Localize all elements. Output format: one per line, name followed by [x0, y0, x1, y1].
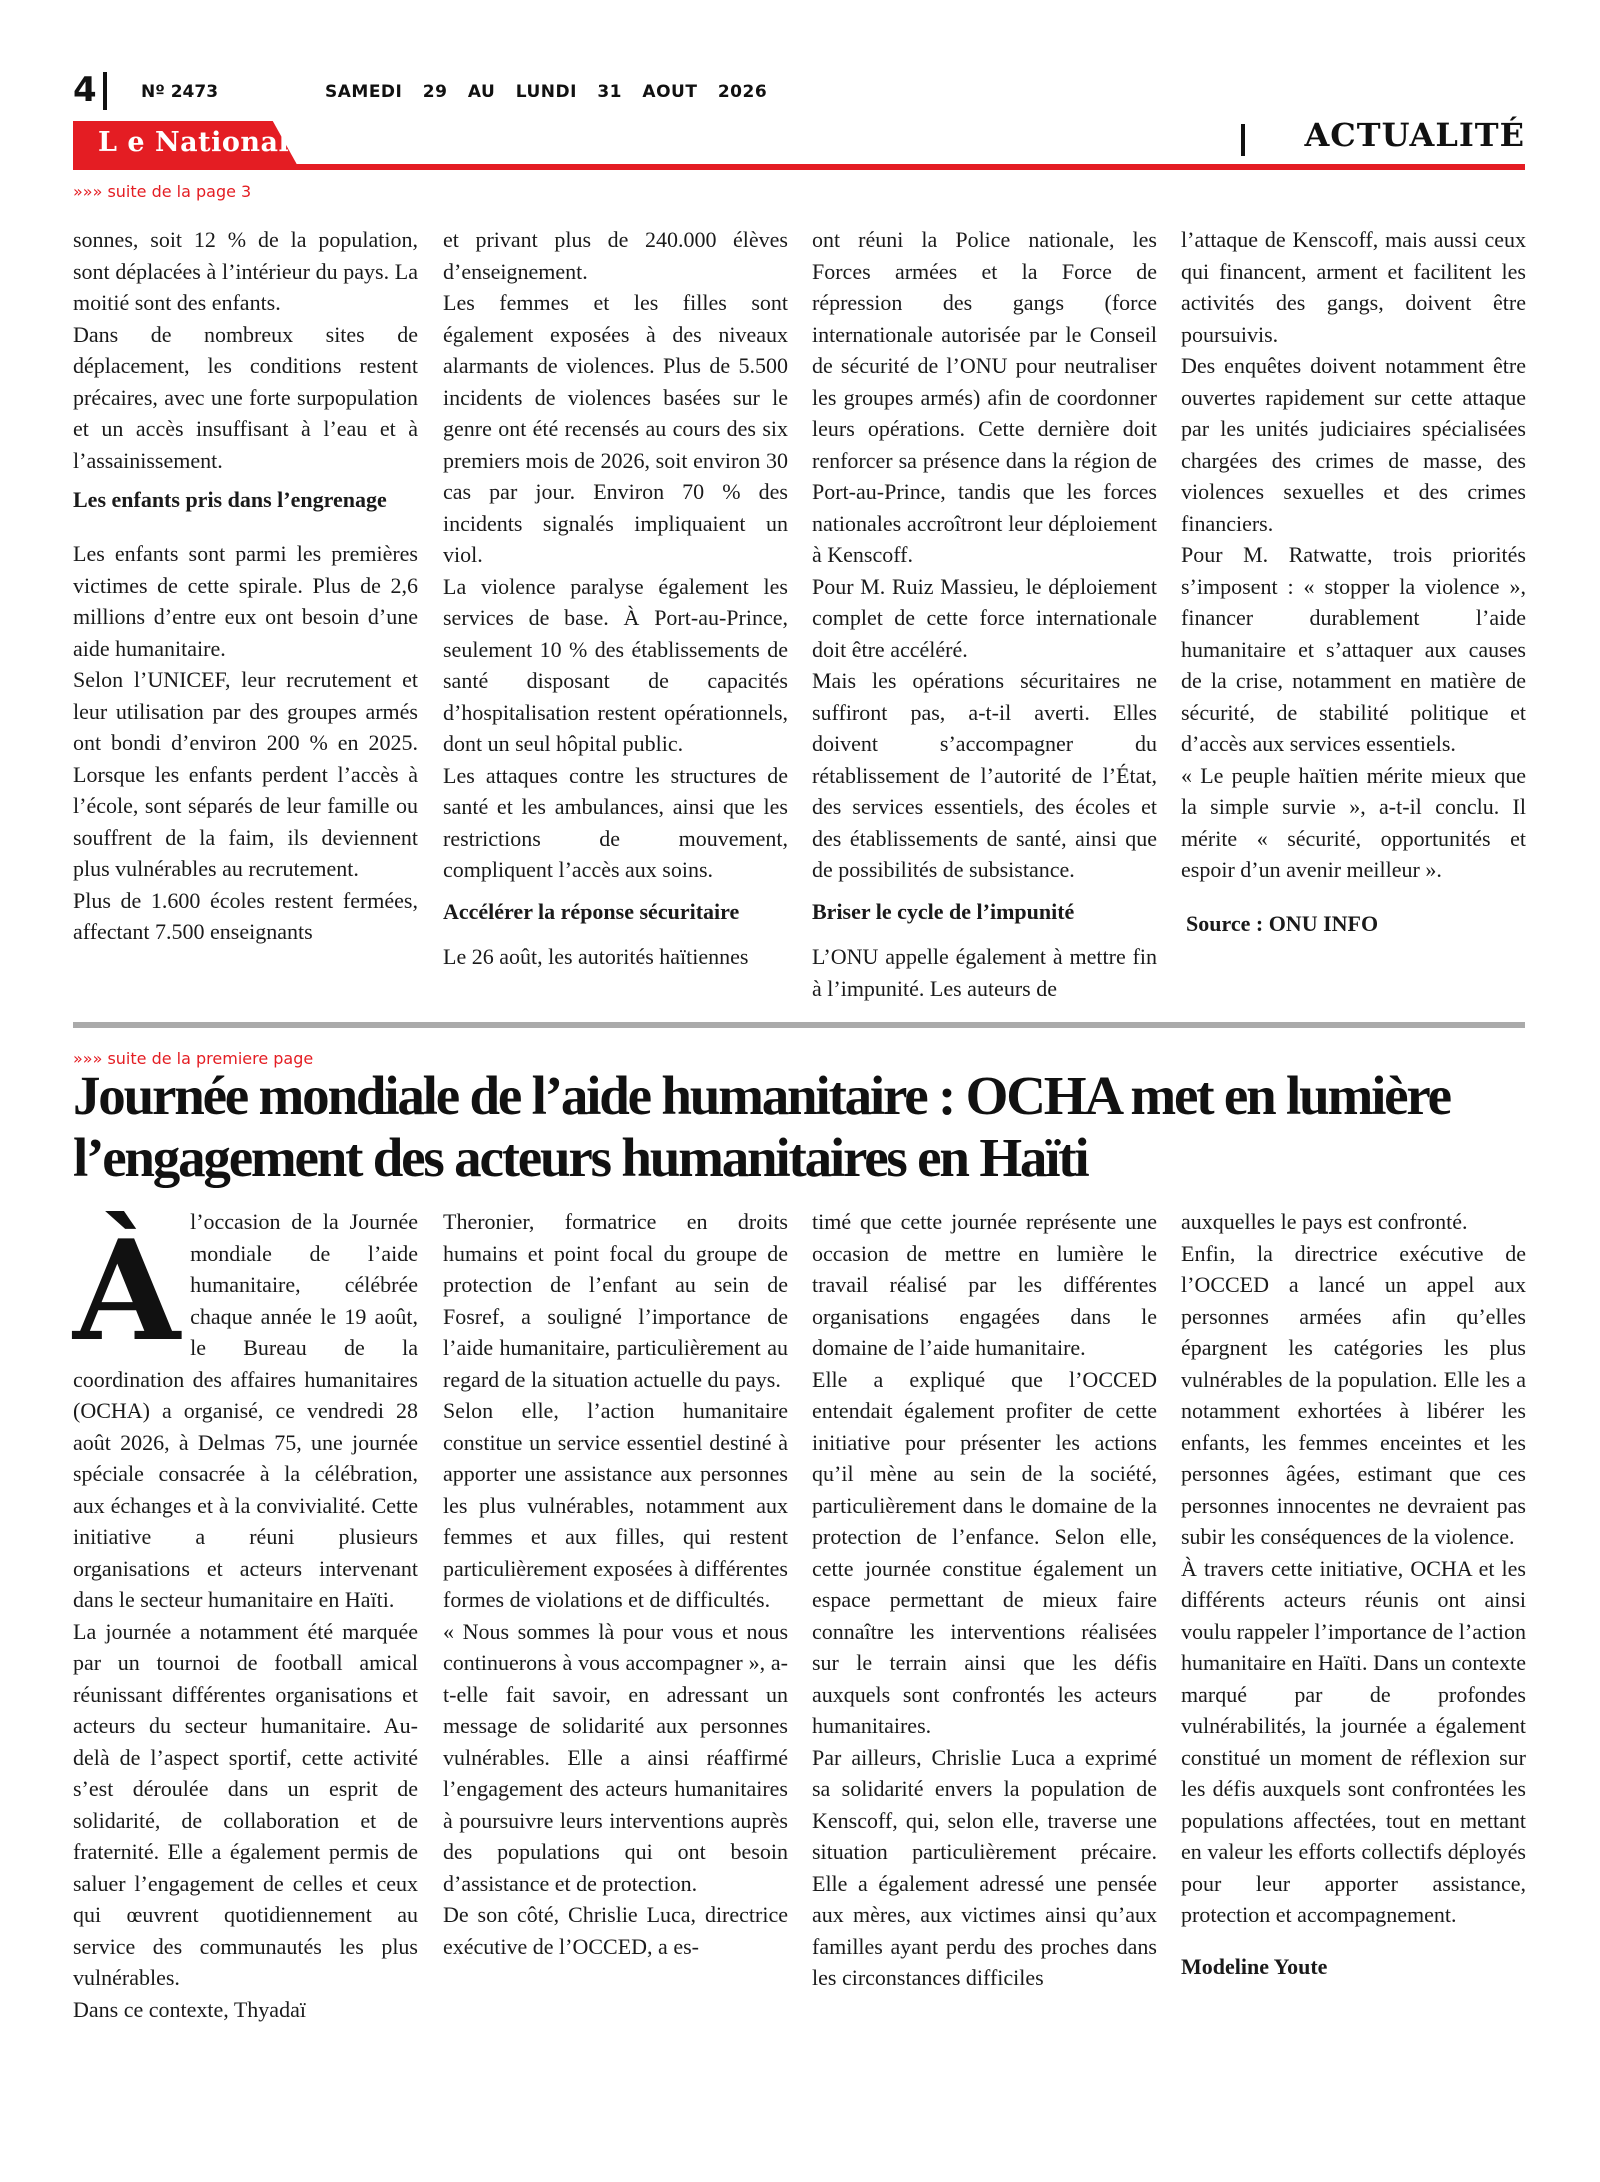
top-column-2	[443, 224, 788, 973]
page-number-divider	[103, 72, 107, 110]
paragraph: De son côté, Chrislie Luca, directrice exécutive de l’OCCED, a es-	[443, 1902, 788, 1959]
subheading: Accélérer la réponse sécuritaire	[443, 898, 740, 924]
main-column-3	[812, 1206, 1157, 1994]
paragraph: Àl’occasion de la Journée mondiale de l’aide humanitaire, célébrée chaque année le 19 août, le Bureau de la coordination des affaires humanitaires (OCHA) a organisé, ce vendredi 28 août 2026, à Delmas 75, une journée spéciale consacrée à la célébration, aux échanges et à la convivialité. Cette initiative a réuni plusieurs organisations et acteurs intervenant dans le secteur humanitaire en Haïti.	[73, 1209, 418, 1612]
paragraph: La journée a notamment été marquée par un tournoi de football amical réunissant différentes organisations et acteurs du secteur humanitaire. Au-delà de l’aspect sportif, cette activité s’est déroulée dans un esprit de solidarité, de collaboration et de fraternité. Elle a également permis de saluer l’engagement de celles et ceux qui œuvrent quotidiennement au service des communautés les plus vulnérables.	[73, 1618, 418, 1990]
main-column-1	[73, 1206, 418, 2025]
paragraph: Dans ce contexte, Thyadaï	[73, 1996, 306, 2022]
paragraph: Par ailleurs, Chrislie Luca a exprimé sa solidarité envers la population de Kenscoff, qui, selon elle, traverse une situation particulièrement précaire. Elle a également adressé une pensée aux mères, aux victimes ainsi qu’aux familles ayant perdu des proches dans les circonstances difficiles	[812, 1744, 1157, 1990]
drop-cap: À	[73, 1209, 181, 1372]
subheading: Les enfants pris dans l’engrenage	[73, 487, 387, 512]
paragraph: Les attaques contre les structures de santé et les ambulances, ainsi que les restrictions de mouvement, compliquent l’accès aux soins.	[443, 762, 788, 882]
article-headline: Journée mondiale de l’aide humanitaire : OCHA met en lumière l’engagement des acteurs humanitaires en Haïti	[73, 1065, 1450, 1188]
page-header	[73, 70, 1533, 110]
paragraph: timé que cette journée représente une occasion de mettre en lumière le travail réalisé par les différentes organisations engagées dans le domaine de l’aide humanitaire.	[812, 1209, 1157, 1360]
article-source: Source : ONU INFO	[1186, 910, 1379, 936]
continued-from-label: »»» suite de la page 3	[73, 182, 252, 201]
paragraph: Elle a expliqué que l’OCCED entendait également profiter de cette initiative pour présenter les actions qu’il mène au sein de la société, particulièrement dans le domaine de la protection de l’enfance. Selon elle, cette journée constitue également un espace permettant de mieux faire connaître les interventions réalisées sur le terrain ainsi que les défis auxquels sont confrontés les acteurs humanitaires.	[812, 1366, 1157, 1738]
paragraph: Le 26 août, les autorités haïtiennes	[443, 944, 749, 969]
subheading: Briser le cycle de l’impunité	[812, 898, 1075, 924]
issue-number: Nº 2473	[141, 82, 219, 102]
paragraph: Les femmes et les filles sont également exposées à des niveaux alarmants de violences. Plus de 5.500 incidents de violences basées sur le genre ont été recensés au cours des six premiers mois de 2026, soit environ 30 cas par jour. Environ 70 % des incidents signalés impliquaient un viol.	[443, 290, 788, 567]
paragraph: Enfin, la directrice exécutive de l’OCCED a lancé un appel aux personnes armées afin qu’elles épargnent les catégories les plus vulnérables de la population. Elle les a notamment exhortées à libérer les enfants, les femmes enceintes et les personnes âgées, estimant que ces personnes innocentes ne devraient pas subir les conséquences de la violence.	[1181, 1240, 1526, 1549]
paragraph: Les enfants sont parmi les premières victimes de cette spirale. Plus de 2,6 millions d’entre eux ont besoin d’une aide humanitaire.	[73, 541, 418, 661]
paragraph: l’attaque de Kenscoff, mais aussi ceux qui financent, arment et facilitent les activités des gangs, doivent être poursuivis.	[1181, 227, 1526, 347]
continued-from-label: »»» suite de la premiere page	[73, 1049, 314, 1068]
paragraph: « Nous sommes là pour vous et nous continuerons à vous accompagner », a-t-elle fait savoir, en adressant un message de solidarité aux personnes vulnérables. Elle a ainsi réaffirmé l’engagement des acteurs humanitaires à poursuivre leurs interventions auprès des populations qui ont besoin d’assistance et de protection.	[443, 1618, 788, 1896]
section-title: ACTUALITÉ	[1304, 116, 1525, 154]
brand-rule	[73, 164, 1525, 170]
top-column-1	[73, 224, 418, 948]
paragraph: ont réuni la Police nationale, les Forces armées et la Force de répression des gangs (force internationale autorisée par le Conseil de sécurité de l’ONU pour neutraliser les groupes armés) afin de coordonner leurs opérations. Cette dernière doit renforcer sa présence dans la région de Port-au-Prince, tandis que les forces nationales accroîtront leur déploiement à Kenscoff.	[812, 227, 1157, 567]
paragraph: Des enquêtes doivent notamment être ouvertes rapidement sur cette attaque par les unités judiciaires spécialisées chargées des crimes de masse, des violences sexuelles et des crimes financiers.	[1181, 353, 1526, 536]
paragraph: Plus de 1.600 écoles restent fermées, affectant 7.500 enseignants	[73, 887, 418, 944]
paragraph: Theronier, formatrice en droits humains et point focal du groupe de protection de l’enfant au sein de Fosref, a souligné l’importance de l’aide humanitaire, particulièrement au regard de la situation actuelle du pays.	[443, 1209, 788, 1392]
paragraph: À travers cette initiative, OCHA et les différents acteurs réunis ont ainsi voulu rappeler l’importance de l’action humanitaire en Haïti. Dans un contexte marqué par de profondes vulnérabilités, la journée a également constitué un moment de réflexion sur les défis auxquels sont confrontées les populations affectées, tout en mettant en valeur les efforts collectifs déployés pour leur apporter assistance, protection et accompagnement.	[1181, 1555, 1526, 1927]
article-divider	[73, 1022, 1525, 1028]
issue-date: SAMEDI 29 AU LUNDI 31 AOUT 2026	[325, 82, 768, 102]
section-divider	[1241, 124, 1245, 156]
top-column-4	[1181, 224, 1526, 939]
main-column-4	[1181, 1206, 1526, 1982]
paragraph: Pour M. Ratwatte, trois priorités s’imposent : « stopper la violence », financer durablement l’aide humanitaire et s’attaquer aux causes de la crise, notamment en matière de sécurité, de stabilité politique et d’accès aux services essentiels.	[1181, 542, 1526, 756]
paragraph: Mais les opérations sécuritaires ne suffiront pas, a-t-il averti. Elles doivent s’accompagner du rétablissement de l’autorité de l’État, des services essentiels, des écoles et des établissements de santé, ainsi que de possibilités de subsistance.	[812, 668, 1157, 882]
page-number: 4	[73, 70, 97, 110]
paragraph: auxquelles le pays est confronté.	[1181, 1209, 1468, 1234]
paragraph: Dans de nombreux sites de déplacement, les conditions restent précaires, avec une forte surpopulation et un accès insuffisant à l’eau et à l’assainissement.	[73, 321, 418, 473]
paragraph: Pour M. Ruiz Massieu, le déploiement complet de cette force internationale doit être accéléré.	[812, 573, 1157, 662]
main-column-2	[443, 1206, 788, 1962]
paragraph: et privant plus de 240.000 élèves d’enseignement.	[443, 227, 788, 284]
paragraph: « Le peuple haïtien mérite mieux que la simple survie », a-t-il conclu. Il mérite « sécurité, opportunités et espoir d’un avenir meilleur ».	[1181, 762, 1526, 882]
paragraph: Selon l’UNICEF, leur recrutement et leur utilisation par des groupes armés ont bondi d’environ 200 % en 2025. Lorsque les enfants perdent l’accès à l’école, sont séparés de leur famille ou souffrent de la faim, ils deviennent plus vulnérables au recrutement.	[73, 667, 418, 881]
paragraph: L’ONU appelle également à mettre fin à l’impunité. Les auteurs de	[812, 944, 1157, 1001]
paragraph: Selon elle, l’action humanitaire constitue un service essentiel destiné à apporter une assistance aux personnes les plus vulnérables, notamment aux femmes et aux filles, qui restent particulièrement exposées à différentes formes de violations et de difficultés.	[443, 1398, 788, 1612]
paragraph: La violence paralyse également les services de base. À Port-au-Prince, seulement 10 % des établissements de santé disposant de capacités d’hospitalisation restent opérationnels, dont un seul hôpital public.	[443, 573, 788, 756]
article-author: Modeline Youte	[1181, 1953, 1328, 1979]
newspaper-logo: L e National	[98, 127, 290, 158]
top-column-3	[812, 224, 1157, 1004]
paragraph: sonnes, soit 12 % de la population, sont déplacées à l’intérieur du pays. La moitié sont des enfants.	[73, 227, 418, 315]
